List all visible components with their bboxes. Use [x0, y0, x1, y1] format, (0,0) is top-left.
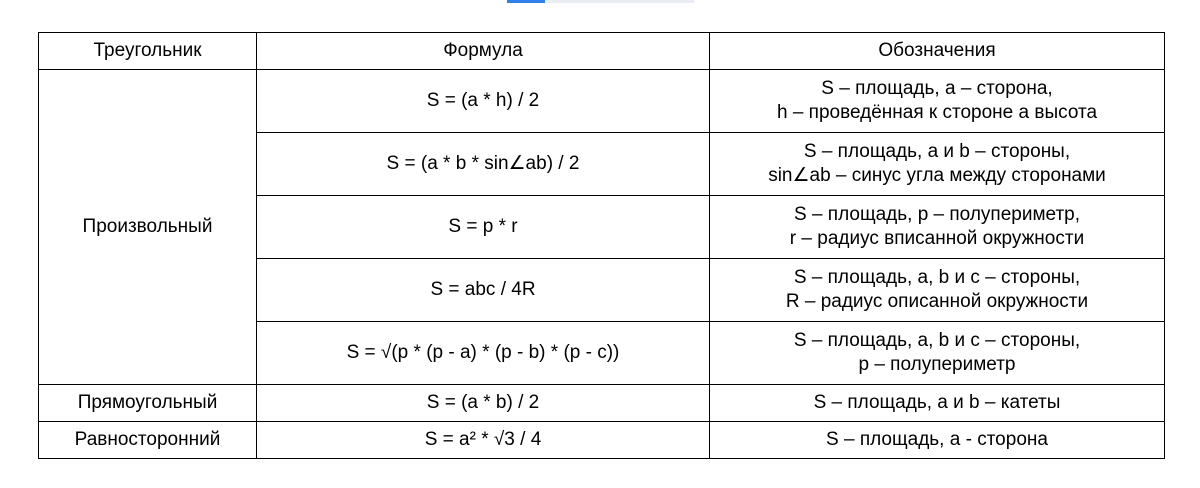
formula-table [38, 32, 1165, 459]
notation-line: p – полупериметр [858, 354, 1016, 375]
notation-line: S – площадь, a, b и c – стороны, [793, 267, 1081, 288]
triangle-type-cell: Равносторонний [39, 422, 257, 459]
table-header-row [39, 33, 1165, 70]
notation-cell [710, 70, 1165, 133]
notation-cell: S – площадь, a - сторона [710, 422, 1165, 459]
notation-cell [710, 322, 1165, 385]
formula-cell: S = √(p * (p - a) * (p - b) * (p - c)) [257, 322, 710, 385]
triangle-type-cell: Прямоугольный [39, 385, 257, 422]
formula-cell: S = a² * √3 / 4 [257, 422, 710, 459]
notation-cell [710, 259, 1165, 322]
header-formula: Формула [257, 33, 710, 70]
formula-cell: S = abc / 4R [257, 259, 710, 322]
notation-cell [710, 133, 1165, 196]
notation-line: h – проведённая к стороне a высота [776, 102, 1098, 123]
notation-cell [710, 196, 1165, 259]
notation-line: S – площадь, a – сторона, [821, 78, 1053, 99]
notation-line: R – радиус описанной окружности [785, 291, 1089, 312]
formula-cell: S = (a * b * sin∠ab) / 2 [257, 133, 710, 196]
header-notation: Обозначения [710, 33, 1165, 70]
triangle-type-cell: Произвольный [39, 70, 257, 385]
formula-cell: S = (a * b) / 2 [257, 385, 710, 422]
notation-cell: S – площадь, a и b – катеты [710, 385, 1165, 422]
notation-line: S – площадь, a, b и c – стороны, [793, 330, 1081, 351]
formula-cell: S = (a * h) / 2 [257, 70, 710, 133]
formula-cell: S = p * r [257, 196, 710, 259]
top-tab-indicator [507, 0, 545, 3]
header-triangle: Треугольник [39, 33, 257, 70]
table-row [39, 70, 1165, 133]
notation-line: S – площадь, a и b – стороны, [803, 141, 1071, 162]
notation-line: r – радиус вписанной окружности [789, 228, 1085, 249]
table-row [39, 422, 1165, 459]
notation-line: sin∠ab – синус угла между сторонами [768, 165, 1106, 186]
notation-line: S – площадь, p – полупериметр, [794, 204, 1080, 225]
table-row [39, 385, 1165, 422]
